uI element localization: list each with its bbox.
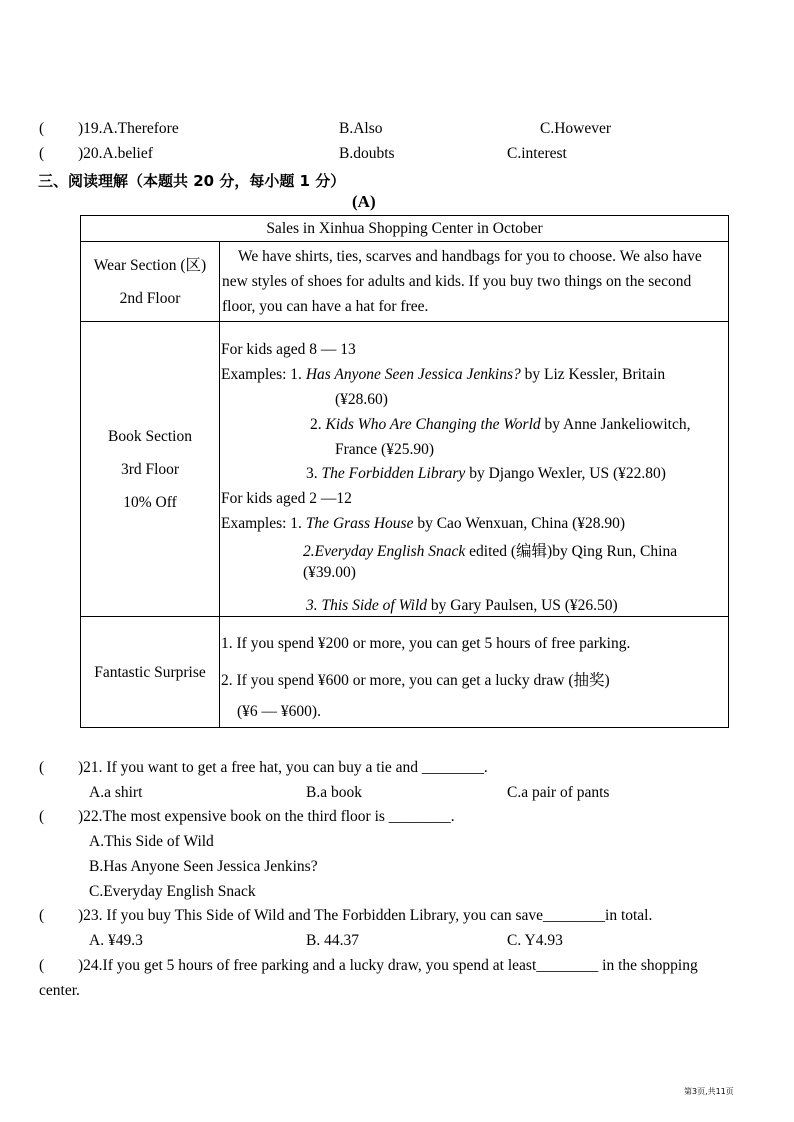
option-b: B.Has Anyone Seen Jessica Jenkins? bbox=[89, 858, 318, 875]
page-number: 第3页,共11页 bbox=[684, 1087, 734, 1096]
option-b: B. 44.37 bbox=[306, 932, 359, 949]
answer-paren: ( bbox=[39, 120, 45, 137]
section-title: 三、阅读理解（本题共 20 分，每小题 1 分） bbox=[38, 172, 346, 190]
answer-paren: ( bbox=[39, 907, 45, 924]
option-c: C.a pair of pants bbox=[507, 784, 610, 801]
wear-section-content: We have shirts, ties, scarves and handbags for you to choose. We also have new styles of shoes for adults and kids. If you buy two things on the second floor, you can have a hat for free. bbox=[220, 242, 729, 322]
sales-table bbox=[80, 215, 729, 728]
option-b: B.Also bbox=[339, 120, 383, 137]
book-example-2: 2. Kids Who Are Changing the World by Anne Jankeliowitch, bbox=[310, 416, 691, 433]
question-21: )21. If you want to get a free hat, you can buy a tie and ________. bbox=[78, 759, 488, 776]
option-a: A.a shirt bbox=[89, 784, 143, 801]
question-24-continuation: center. bbox=[39, 982, 80, 999]
question-19: )19.A.Therefore bbox=[78, 120, 179, 137]
table-title: Sales in Xinhua Shopping Center in October bbox=[81, 216, 729, 242]
option-c: C. Y4.93 bbox=[507, 932, 563, 949]
book-example-1: Examples: 1. Has Anyone Seen Jessica Jenkins? by Liz Kessler, Britain bbox=[221, 366, 666, 383]
question-20: )20.A.belief bbox=[78, 145, 153, 162]
option-a: A. ¥49.3 bbox=[89, 932, 143, 949]
wear-section-label: Wear Section (区) 2nd Floor bbox=[81, 242, 220, 322]
option-a: A.This Side of Wild bbox=[89, 833, 214, 850]
answer-paren: ( bbox=[39, 957, 45, 974]
passage-label: (A) bbox=[352, 192, 376, 211]
book-example-4: Examples: 1. The Grass House by Cao Wenxuan, China (¥28.90) bbox=[221, 515, 626, 532]
book-example-5: 2.Everyday English Snack edited (编辑)by Qing Run, China bbox=[303, 543, 678, 560]
surprise-content: 1. If you spend ¥200 or more, you can get 5 hours of free parking. 2. If you spend ¥600 or more, you can get a lucky draw (抽奖) (¥6 — ¥600). bbox=[220, 617, 729, 728]
surprise-item-2: 2. If you spend ¥600 or more, you can get a lucky draw (抽奖) bbox=[221, 672, 610, 689]
option-c: C.However bbox=[540, 120, 612, 137]
surprise-item-1: 1. If you spend ¥200 or more, you can get 5 hours of free parking. bbox=[221, 635, 631, 652]
book-section-label: Book Section 3rd Floor 10% Off bbox=[81, 322, 220, 617]
answer-paren: ( bbox=[39, 759, 45, 776]
option-b: B.a book bbox=[306, 784, 362, 801]
answer-paren: ( bbox=[39, 808, 45, 825]
age-group-2: For kids aged 2 —12 bbox=[221, 490, 352, 507]
option-b: B.doubts bbox=[339, 145, 395, 162]
age-group-1: For kids aged 8 — 13 bbox=[221, 341, 356, 358]
book-section-content: For kids aged 8 — 13 Examples: 1. Has Anyone Seen Jessica Jenkins? by Liz Kessler, Britain (¥28.60) 2. Kids Who Are Changing the World by Anne Jankeliowitch, France (¥25.90) 3. The Forbidden Library by Django Wexler, US (¥22.80) For kids aged 2 —12 Examples: 1. The Grass House by Cao Wenxuan, China (¥28.90) 2.Everyday English Snack edited (编辑)by Qing Run, China (¥39.00) 3. This Side of Wild by Gary Paulsen, US (¥26.50) bbox=[220, 322, 729, 617]
question-24: )24.If you get 5 hours of free parking and a lucky draw, you spend at least________ in the shopping bbox=[78, 957, 698, 974]
surprise-label: Fantastic Surprise bbox=[81, 617, 220, 728]
book-example-6: 3. This Side of Wild by Gary Paulsen, US (¥26.50) bbox=[306, 597, 618, 614]
book-example-3: 3. The Forbidden Library by Django Wexler, US (¥22.80) bbox=[306, 465, 666, 482]
question-23: )23. If you buy This Side of Wild and The Forbidden Library, you can save________in total. bbox=[78, 907, 653, 924]
option-c: C.interest bbox=[507, 145, 567, 162]
option-c: C.Everyday English Snack bbox=[89, 883, 256, 900]
answer-paren: ( bbox=[39, 145, 45, 162]
question-22: )22.The most expensive book on the third floor is ________. bbox=[78, 808, 455, 825]
